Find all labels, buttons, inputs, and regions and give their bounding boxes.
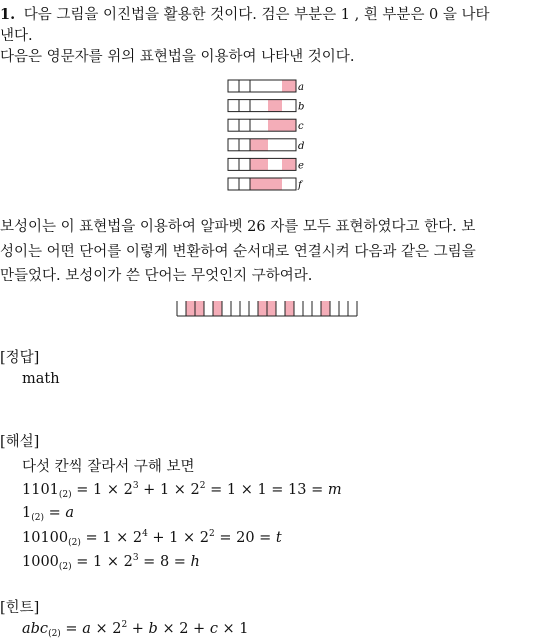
explanation-line-2: $1_{(2)} = a$: [22, 505, 75, 523]
alphabet-cell: [239, 139, 250, 151]
alphabet-cell: [250, 119, 268, 131]
alphabet-cell: [250, 100, 268, 112]
code-cell: [240, 301, 249, 316]
code-cell: [195, 301, 204, 316]
code-cell: [213, 301, 222, 316]
paragraph-line-3: 만들었다. 보성이가 쓴 단어는 무엇인지 구하여라.: [0, 268, 313, 284]
alphabet-cell: [228, 119, 239, 131]
explanation-line-1: $1101_{(2)} = 1 \times 2^3 + 1 \times 2^2 = 1 \times 1 = 13 = m$: [22, 481, 342, 500]
hint-formula: $abc_{(2)} = a \times 2^2 + b \times 2 + c \times 1$: [22, 620, 249, 639]
paragraph-line-2: 성이는 어떤 단어를 이렇게 변환하여 순서대로 연결시켜 다음과 같은 그림을: [0, 244, 476, 260]
alphabet-cell: [282, 119, 296, 131]
alphabet-cell: [228, 100, 239, 112]
alphabet-cell: [268, 100, 282, 112]
question-line-2: 낸다.: [0, 28, 33, 44]
answer-heading: [정답]: [0, 350, 40, 366]
alphabet-letter-a: a: [298, 82, 304, 93]
code-cell: [339, 301, 348, 316]
hint-heading: [힌트]: [0, 600, 40, 616]
code-cell: [222, 301, 231, 316]
alphabet-cell: [250, 158, 268, 170]
question-line-3: 다음은 영문자를 위의 표현법을 이용하여 나타낸 것이다.: [0, 49, 355, 65]
alphabet-letter-c: c: [298, 121, 304, 133]
alphabet-letter-e: e: [298, 160, 304, 172]
alphabet-letter-b: b: [298, 101, 305, 113]
code-cell: [312, 301, 321, 316]
code-cell: [249, 301, 258, 316]
alphabet-cell: [239, 100, 250, 112]
alphabet-cell: [282, 178, 296, 190]
code-cell: [348, 301, 357, 316]
alphabet-cell: [268, 158, 282, 170]
alphabet-cell: [228, 80, 239, 92]
code-cell: [330, 301, 339, 316]
question-number: 1.: [0, 6, 16, 23]
alphabet-cell: [239, 119, 250, 131]
code-cell: [285, 301, 294, 316]
alphabet-letter-d: d: [298, 140, 305, 152]
code-cell: [303, 301, 312, 316]
alphabet-cell: [228, 158, 239, 170]
code-cell: [321, 301, 330, 316]
explanation-line-3: $10100_{(2)} = 1 \times 2^4 + 1 \times 2^2 = 20 = t$: [22, 529, 282, 548]
code-cell: [231, 301, 240, 316]
alphabet-cell: [282, 100, 296, 112]
alphabet-cell: [250, 178, 268, 190]
explanation-line-4: $1000_{(2)} = 1 \times 2^3 = 8 = h$: [22, 553, 200, 572]
alphabet-cell: [228, 178, 239, 190]
code-strip-figure: [176, 300, 358, 318]
question-text-1: 다음 그림을 이진법을 활용한 것이다. 검은 부분은 1 , 흰 부분은 0 을 나타: [23, 7, 490, 23]
explanation-intro: 다섯 칸씩 잘라서 구해 보면: [22, 459, 195, 475]
alphabet-cell: [282, 139, 296, 151]
alphabet-encoding-figure: [226, 78, 306, 190]
alphabet-cell: [239, 80, 250, 92]
paragraph-line-1: 보성이는 이 표현법을 이용하여 알파벳 26 자를 모두 표현하였다고 한다. 보: [0, 219, 476, 235]
alphabet-cell: [228, 139, 239, 151]
alphabet-cell: [282, 158, 296, 170]
code-cell: [258, 301, 267, 316]
alphabet-cell: [239, 158, 250, 170]
alphabet-cell: [250, 80, 268, 92]
alphabet-cell: [268, 178, 282, 190]
alphabet-cell: [250, 139, 268, 151]
alphabet-cell: [268, 139, 282, 151]
code-cell: [204, 301, 213, 316]
code-cell: [186, 301, 195, 316]
alphabet-cell: [239, 178, 250, 190]
alphabet-cell: [268, 119, 282, 131]
answer-value: math: [22, 371, 60, 387]
code-cell: [177, 301, 186, 316]
alphabet-cell: [282, 80, 296, 92]
code-cell: [294, 301, 303, 316]
code-cell: [267, 301, 276, 316]
explanation-heading: [해설]: [0, 434, 40, 450]
alphabet-letter-f: f: [298, 180, 302, 191]
alphabet-cell: [268, 80, 282, 92]
question-line-1: [0, 3, 490, 24]
code-cell: [276, 301, 285, 316]
